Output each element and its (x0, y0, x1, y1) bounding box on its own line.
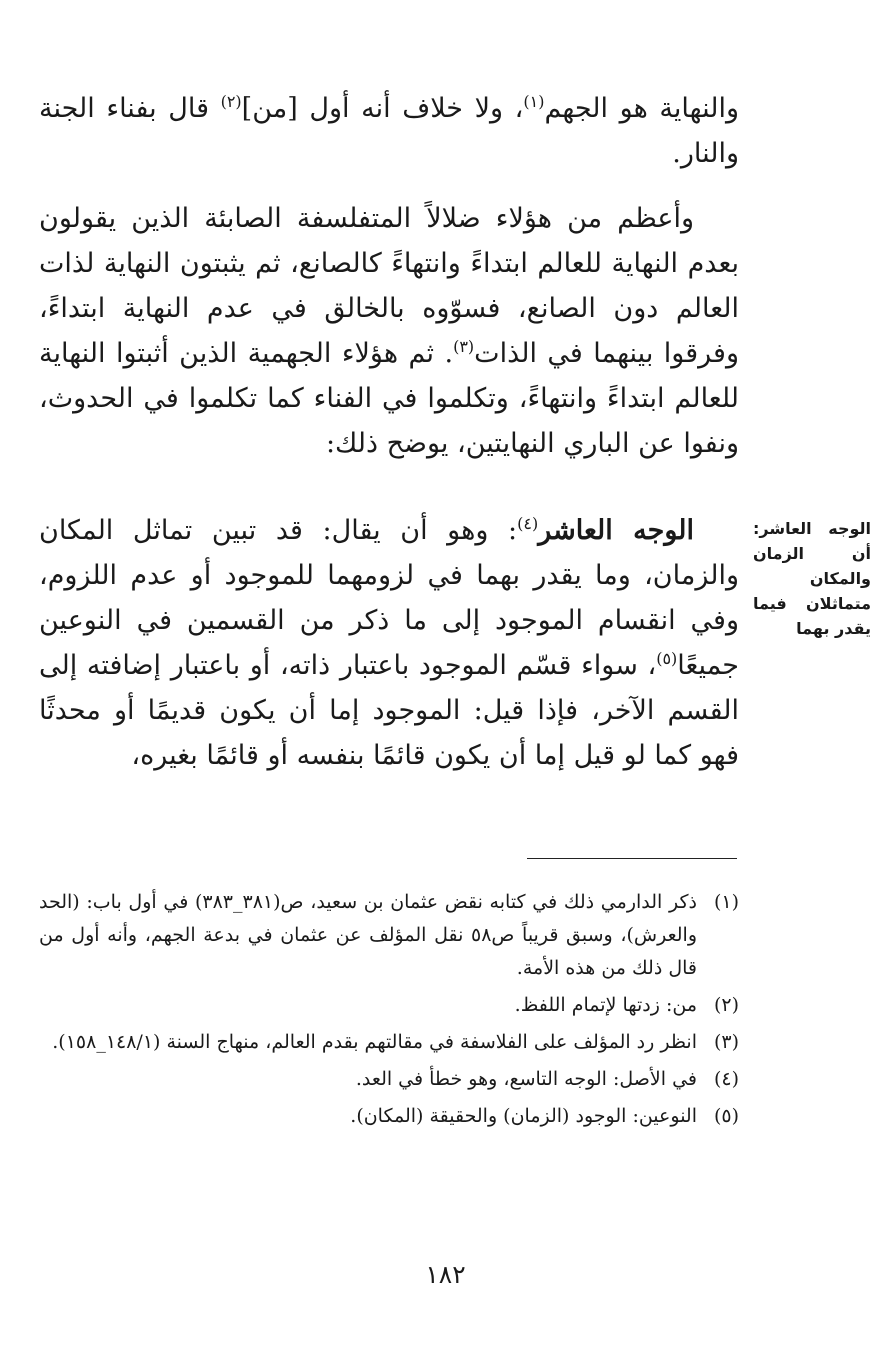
footnote-number: (٤) (713, 1068, 739, 1090)
footnote-text: النوعين: الوجود (الزمان) والحقيقة (المكان). (350, 1105, 697, 1127)
footnote-number: (٢) (713, 994, 739, 1016)
footnote-divider (527, 858, 737, 859)
footnote-item (39, 989, 739, 1022)
footnote-text: ذكر الدارمي ذلك في كتابه نقض عثمان بن سعيد، ص(٣٨١_٣٨٣) في أول باب: (الحد والعرش)، وسبق قريباً ص٥٨ نقل المؤلف عن عثمان في بدعة الجهم، وأنه أول من قال ذلك من هذه الأمة. (39, 891, 697, 979)
footnote-item (39, 886, 739, 985)
footnote-ref-1[interactable]: (١) (523, 92, 545, 111)
footnote-ref-2[interactable]: (٢) (220, 92, 242, 111)
footnote-ref-3[interactable]: (٣) (453, 337, 475, 356)
main-paragraph-3 (39, 508, 739, 778)
section-heading: الوجه العاشر (538, 515, 694, 546)
margin-note: الوجه العاشر: أن الزمان والمكان متماثلان فيما يقدر بهما (753, 519, 871, 638)
para1-text-b: ، ولا خلاف أنه أول [من] (241, 93, 524, 124)
footnote-item (39, 1063, 739, 1096)
main-paragraph-1 (39, 86, 739, 176)
footnote-number: (٥) (713, 1105, 739, 1127)
footnote-text: في الأصل: الوجه التاسع، وهو خطأ في العد. (355, 1068, 697, 1090)
para3-text-a: : وهو أن يقال: قد تبين تماثل المكان والزمان، وما يقدر بهما في لزومهما للموجود أو عدم اللزوم، وفي انقسام الموجود إلى ما ذكر من القسمين في النوعين جميعًا (39, 515, 739, 681)
page-number: ١٨٢ (425, 1260, 466, 1289)
para3-text-b: ، سواء قسّم الموجود باعتبار ذاته، أو باعتبار إضافته إلى القسم الآخر، فإذا قيل: الموجود إما أن يكون قديمًا أو محدثًا فهو كما لو قيل إما أن يكون قائمًا بنفسه أو قائمًا بغيره، (39, 650, 739, 771)
footnote-text: انظر رد المؤلف على الفلاسفة في مقالتهم بقدم العالم، منهاج السنة (١٤٨/١_١٥٨). (52, 1031, 697, 1053)
footnote-ref-5[interactable]: (٥) (656, 649, 678, 668)
footnote-number: (١) (713, 891, 739, 913)
para1-text-c: قال بفناء الجنة والنار. (39, 93, 739, 169)
footnote-number: (٣) (713, 1031, 739, 1053)
para2-text-b: . ثم هؤلاء الجهمية الذين أثبتوا النهاية للعالم ابتداءً وانتهاءً، وتكلموا في الفناء كما تكلموا في الحدوث، ونفوا عن الباري النهايتين، يوضح ذلك: (39, 338, 739, 459)
footnotes-list (39, 886, 739, 1137)
para2-text-a: وأعظم من هؤلاء ضلالاً المتفلسفة الصابئة الذين يقولون بعدم النهاية للعالم ابتداءً وانتهاءً كالصانع، ثم يثبتون النهاية لذات العالم دون الصانع، فسوّوه بالخالق في عدم النهاية ابتداءً، وفرقوا بينهما في الذات (39, 203, 739, 369)
para1-text-a: والنهاية هو الجهم (544, 93, 739, 124)
footnote-item (39, 1026, 739, 1059)
footnote-ref-4[interactable]: (٤) (517, 514, 539, 533)
main-paragraph-2 (39, 196, 739, 466)
footnote-text: من: زدتها لإتمام اللفظ. (514, 994, 697, 1016)
footnote-item (39, 1100, 739, 1133)
